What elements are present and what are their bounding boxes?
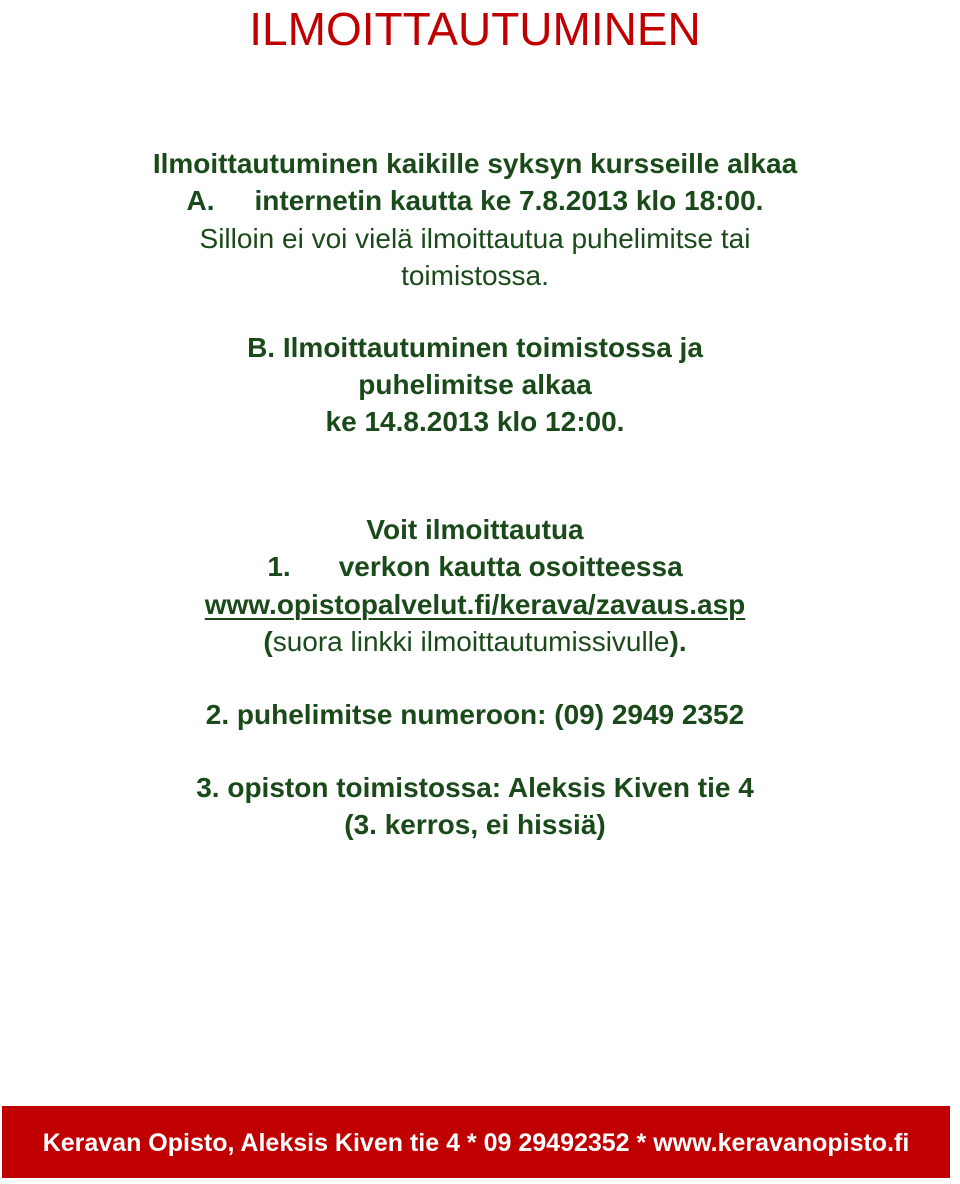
option-a-line — [0, 184, 950, 218]
option-a-label: A. — [186, 185, 215, 216]
method-2-line: 2. puhelimitse numeroon: (09) 2949 2352 — [205, 699, 745, 730]
option-b-line-2: puhelimitse alkaa — [358, 369, 592, 400]
method-1-line — [0, 550, 950, 584]
footer-banner — [2, 1106, 950, 1178]
method-1-url-line — [0, 588, 950, 622]
method-3-line-1: 3. opiston toimistossa: Aleksis Kiven tie 4 — [196, 772, 754, 803]
option-b-line-1: B. Ilmoittautuminen toimistossa ja — [247, 332, 703, 363]
method-1-text: verkon kautta osoitteessa — [338, 551, 683, 582]
note-open-paren: ( — [263, 626, 273, 657]
note-line-2: toimistossa. — [401, 260, 549, 291]
note-close-paren: ). — [669, 626, 687, 657]
option-a-text: internetin kautta ke 7.8.2013 klo 18:00. — [254, 185, 764, 216]
option-b-line-3: ke 14.8.2013 klo 12:00. — [325, 406, 625, 437]
method-3-line-2: (3. kerros, ei hissiä) — [344, 809, 606, 840]
intro-line: Ilmoittautuminen kaikille syksyn kursseille alkaa — [152, 148, 798, 179]
method-1-number: 1. — [267, 551, 291, 582]
page-title: ILMOITTAUTUMINEN — [249, 3, 701, 55]
footer-text: Keravan Opisto, Aleksis Kiven tie 4 * 09 29492352 * www.keravanopisto.fi — [42, 1129, 910, 1157]
methods-heading: Voit ilmoittautua — [366, 514, 584, 545]
method-1-note: suora linkki ilmoittautumissivulle — [272, 626, 670, 657]
note-line-1: Silloin ei voi vielä ilmoittautua puhelimitse tai — [199, 223, 751, 254]
registration-link[interactable]: www.opistopalvelut.fi/kerava/zavaus.asp — [204, 589, 746, 620]
method-1-note-line — [0, 625, 950, 659]
